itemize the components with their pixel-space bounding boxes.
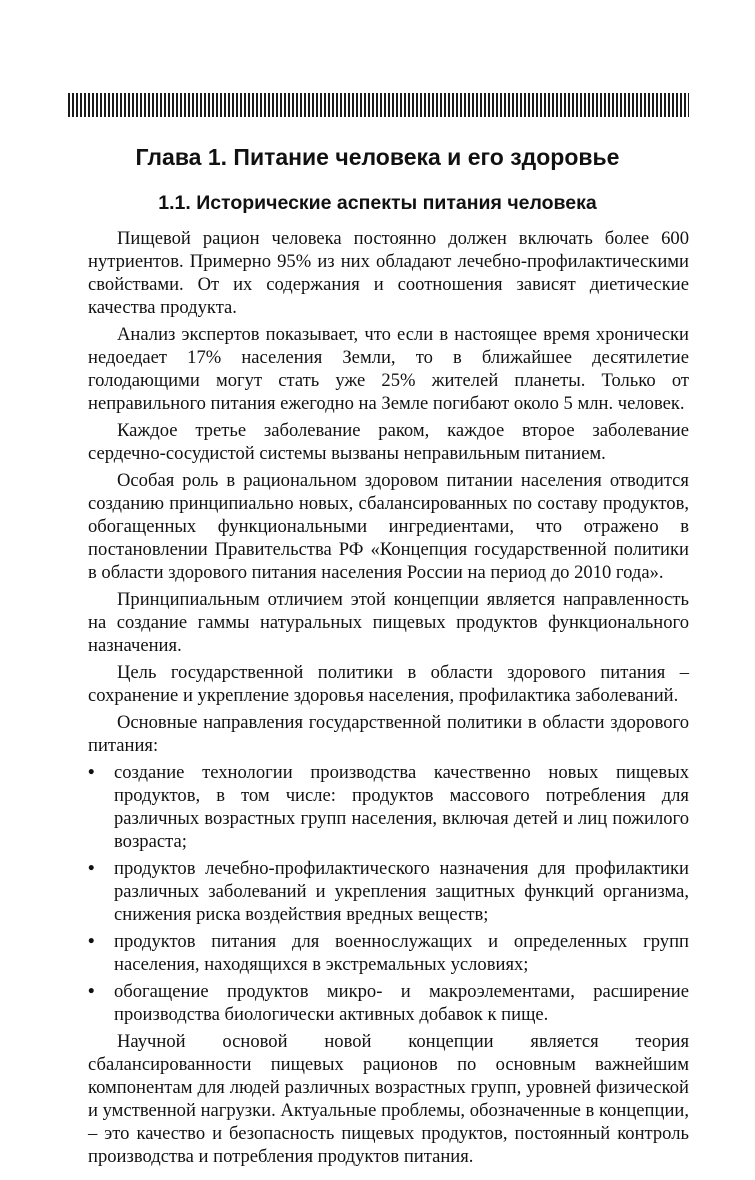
list-item: [88, 761, 689, 853]
list-item-text: обогащение продуктов микро- и макроэлементами, расширение производства биологически активных добавок к пище.: [114, 981, 689, 1025]
chapter-title: Глава 1. Питание человека и его здоровье: [135, 144, 620, 170]
list-item-text: продуктов лечебно-профилактического назначения для профилактики различных заболеваний и укрепления защитных функций организма, снижения риска воздействия вредных веществ;: [114, 858, 689, 925]
chapter-header-ornament: [68, 93, 689, 117]
list-item: [88, 980, 689, 1026]
paragraph: Каждое третье заболевание раком, каждое второе заболевание сердечно-сосудистой системы вызваны неправильным питанием.: [88, 420, 689, 464]
bullet-icon: •: [88, 762, 95, 783]
bullet-icon: •: [88, 858, 95, 879]
paragraph: Пищевой рацион человека постоянно должен включать более 600 нутриентов. Примерно 95% из них обладают лечебно-профилактическими свойствами. От их содержания и соотношения зависят диетические качества продукта.: [88, 228, 689, 318]
paragraph: Научной основой новой концепции является теория сбалансированности пищевых рационов по основным важнейшим компонентам для людей различных возрастных групп, уровней физической и умственной нагрузки. Актуальные проблемы, обозначенные в концепции, – это качество и безопасность пищевых продуктов, постоянный контроль производства и потребления продуктов питания.: [88, 1031, 689, 1167]
paragraph: Особая роль в рациональном здоровом питании населения отводится созданию принципиально новых, сбалансированных по составу продуктов, обогащенных функциональными ингредиентами, что отражено в постановлении Правительства РФ «Концепция государственной политики в области здорового питания населения России на период до 2010 года».: [88, 470, 689, 583]
paragraph: Цель государственной политики в области здорового питания – сохранение и укрепление здоровья населения, профилактика заболеваний.: [88, 662, 689, 706]
list-item-text: создание технологии производства качественно новых пищевых продуктов, в том числе: продуктов массового потребления для различных возрастных групп населения, включая детей и лиц пожилого возраста;: [114, 762, 689, 852]
body-text: [88, 227, 689, 1172]
list-item: [88, 930, 689, 976]
bullet-icon: •: [88, 981, 95, 1002]
paragraph: Основные направления государственной политики в области здорового питания:: [88, 712, 689, 756]
list-item: [88, 857, 689, 926]
paragraph: Анализ экспертов показывает, что если в настоящее время хронически недоедает 17% населения Земли, то в ближайшее десятилетие голодающими могут стать уже 25% жителей планеты. Только от неправильного питания ежегодно на Земле погибают около 5 млн. человек.: [88, 324, 689, 414]
bullet-icon: •: [88, 931, 95, 952]
list-item-text: продуктов питания для военнослужащих и определенных групп населения, находящихся в экстремальных условиях;: [114, 931, 689, 975]
paragraph: Принципиальным отличием этой концепции является направленность на создание гаммы натуральных пищевых продуктов функционального назначения.: [88, 589, 689, 656]
section-title: 1.1. Исторические аспекты питания человека: [158, 192, 597, 214]
directions-list: [88, 761, 689, 1026]
